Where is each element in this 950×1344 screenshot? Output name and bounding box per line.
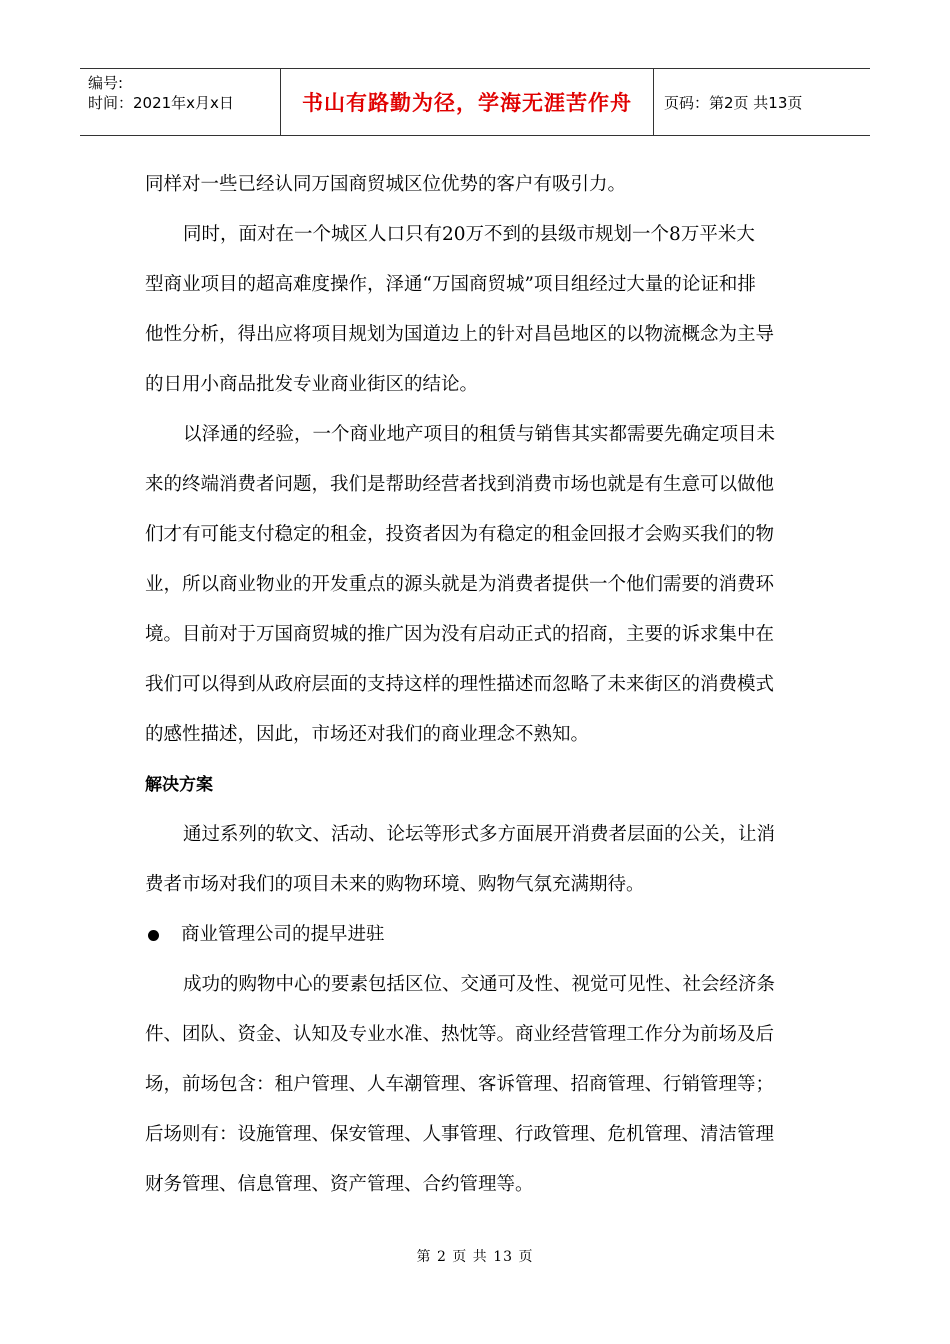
text-line: 同时，面对在一个城区人口只有20万不到的县级市规划一个8万平米大	[183, 224, 755, 245]
text-line: 通过系列的软文、活动、论坛等形式多方面展开消费者层面的公关，让消	[183, 824, 776, 845]
section-heading: 解决方案	[145, 775, 213, 795]
text-line: 境。目前对于万国商贸城的推广因为没有启动正式的招商，主要的诉求集中在	[145, 624, 775, 645]
header-motto-cell	[280, 69, 654, 135]
text-line: 同样对一些已经认同万国商贸城区位优势的客户有吸引力。	[145, 174, 627, 195]
page-footer: 第 2 页 共 13 页	[416, 1249, 534, 1265]
text-line: 成功的购物中心的要素包括区位、交通可及性、视觉可见性、社会经济条	[183, 974, 776, 995]
bullet-item	[145, 910, 810, 960]
text-line: 后场则有：设施管理、保安管理、人事管理、行政管理、危机管理、清洁管理	[145, 1124, 775, 1145]
text-line: 的感性描述，因此，市场还对我们的商业理念不熟知。	[145, 724, 590, 745]
text-line: 他性分析，得出应将项目规划为国道边上的针对昌邑地区的以物流概念为主导	[145, 324, 775, 345]
document-date: 时间：2021年x月x日	[88, 94, 234, 112]
text-line: 件、团队、资金、认知及专业水准、热忱等。商业经营管理工作分为前场及后	[145, 1024, 775, 1045]
text-line: 的日用小商品批发专业商业街区的结论。	[145, 374, 479, 395]
text-line: 型商业项目的超高难度操作，泽通“万国商贸城”项目组经过大量的论证和排	[145, 274, 756, 295]
bullet-text: 商业管理公司的提早进驻	[181, 924, 385, 945]
text-line: 财务管理、信息管理、资产管理、合约管理等。	[145, 1174, 534, 1195]
bullet-dot-icon	[148, 930, 159, 941]
text-line: 费者市场对我们的项目未来的购物环境、购物气氛充满期待。	[145, 874, 645, 895]
text-line: 以泽通的经验，一个商业地产项目的租赁与销售其实都需要先确定项目未	[183, 424, 776, 445]
text-line: 场，前场包含：租户管理、人车潮管理、客诉管理、招商管理、行销管理等；	[145, 1074, 775, 1095]
page-header	[80, 68, 870, 136]
header-meta	[80, 69, 280, 135]
text-line: 我们可以得到从政府层面的支持这样的理性描述而忽略了未来街区的消费模式	[145, 674, 775, 695]
text-line: 业，所以商业物业的开发重点的源头就是为消费者提供一个他们需要的消费环	[145, 574, 775, 595]
header-motto: 书山有路勤为径，学海无涯苦作舟	[302, 91, 632, 115]
text-line: 们才有可能支付稳定的租金，投资者因为有稳定的租金回报才会购买我们的物	[145, 524, 775, 545]
document-number-label: 编号:	[88, 74, 124, 92]
document-body	[145, 160, 810, 1210]
header-page-number: 页码：第2页 共13页	[664, 93, 803, 112]
text-line: 来的终端消费者问题，我们是帮助经营者找到消费市场也就是有生意可以做他	[145, 474, 775, 495]
